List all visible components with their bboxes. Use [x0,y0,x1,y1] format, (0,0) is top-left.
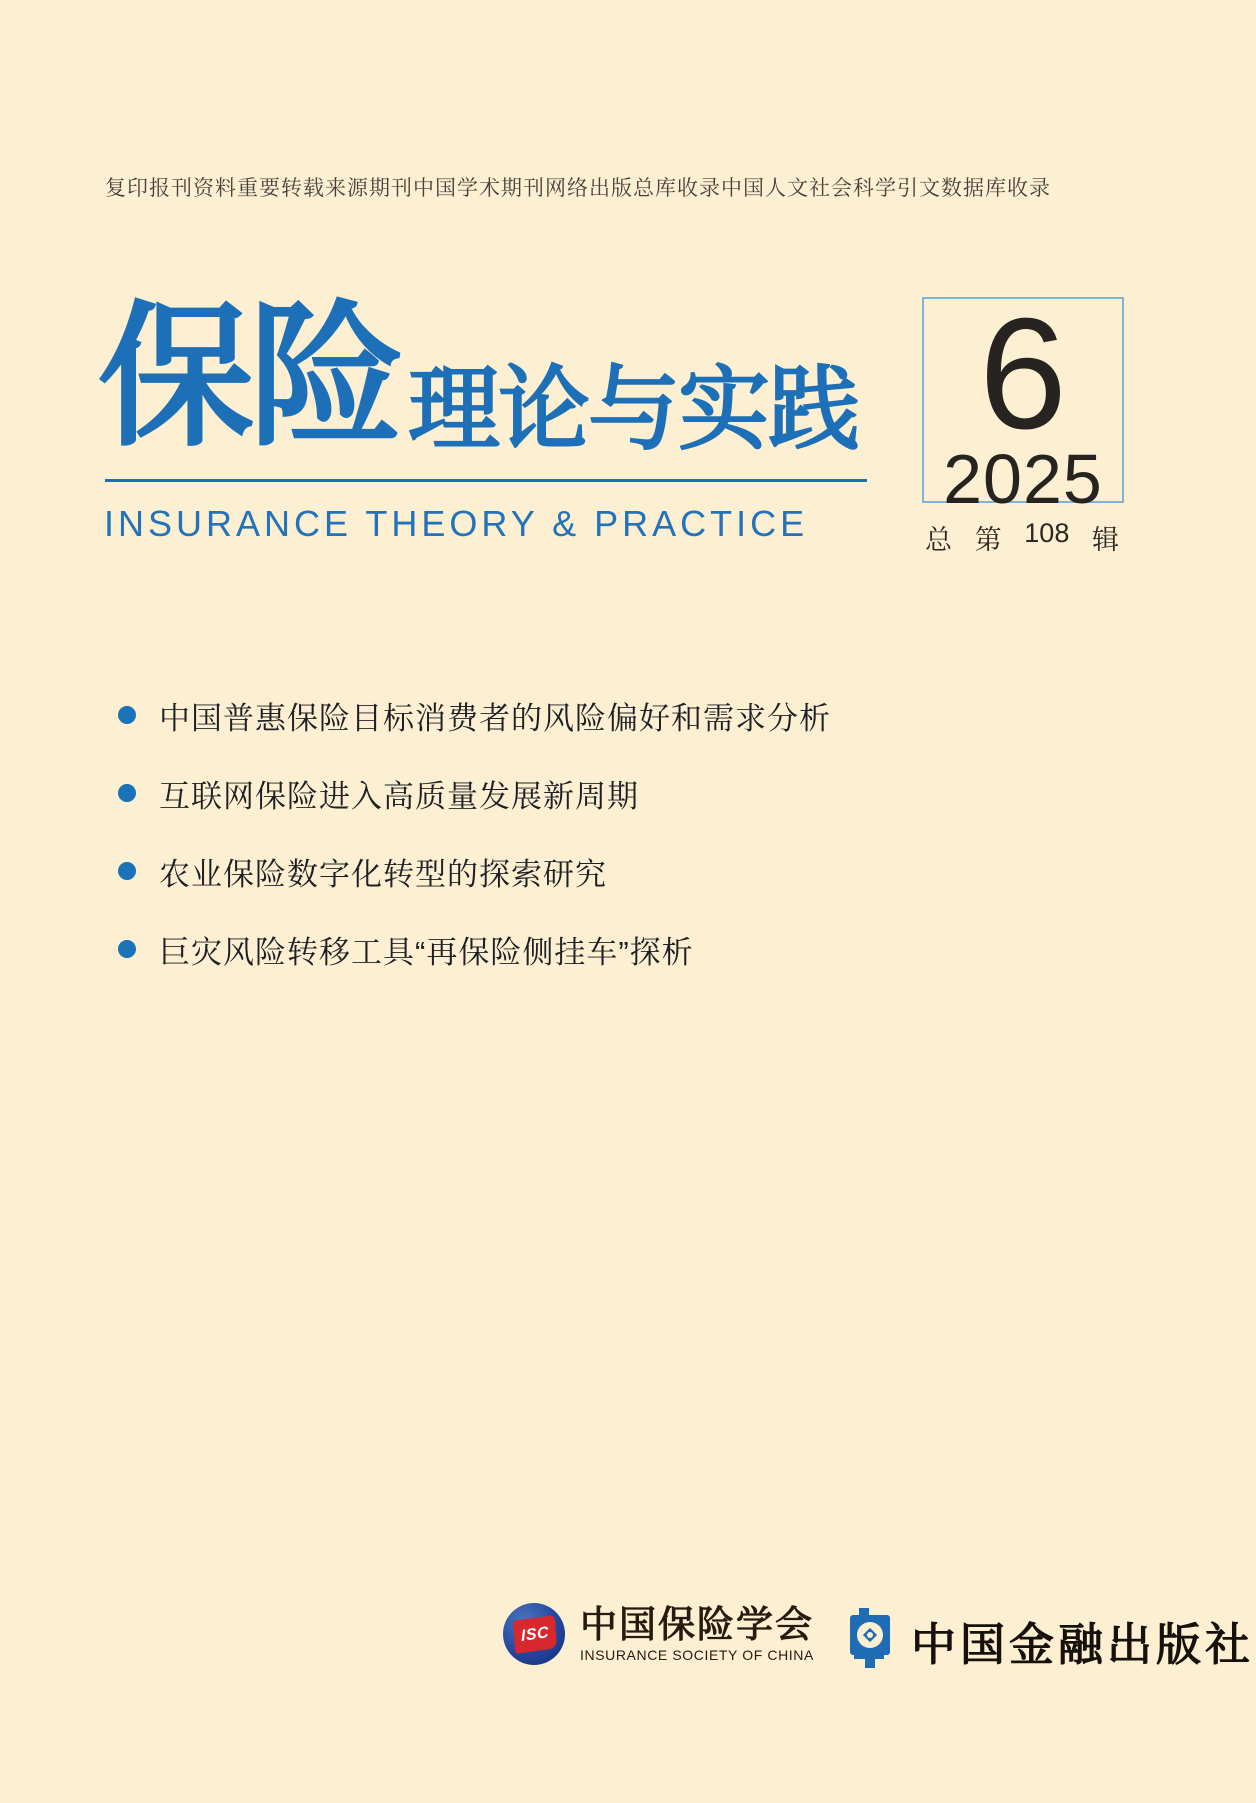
journal-title-en: INSURANCE THEORY & PRACTICE [104,503,809,544]
accolade-source-journal: 复印报刊资料重要转载来源期刊 [105,177,413,200]
society-name-cn: 中国保险学会 [580,1603,814,1645]
society-name-block [580,1603,814,1663]
accolades-banner [105,172,1051,202]
cumulative-word-total: 总 [925,525,952,555]
list-item [118,932,831,970]
cumulative-issue-label [925,518,1119,557]
journal-title-block [98,288,859,465]
accolade-cssci-index: 中国人文社会科学引文数据库收录 [721,177,1051,200]
bullet-dot-icon [118,862,136,880]
featured-articles-list [118,698,831,1010]
isc-ribbon-icon [513,1615,557,1654]
cumulative-number: 108 [1024,518,1070,548]
accolade-cnki-index: 中国学术期刊网络出版总库收录 [413,177,721,200]
journal-subtitle-cn: 理论与实践 [408,359,859,461]
title-divider-line [105,479,867,482]
isc-monogram: ISC [520,1623,550,1645]
publisher-book-coin-logo-icon [845,1606,897,1675]
bullet-dot-icon [118,940,136,958]
article-title: 农业保险数字化转型的探索研究 [159,856,607,892]
list-item [118,854,831,892]
isc-globe-logo-icon [503,1603,565,1665]
publisher-logo-group [845,1606,1254,1675]
bullet-dot-icon [118,784,136,802]
cumulative-word-volume: 辑 [1091,525,1119,555]
cumulative-word-no: 第 [974,525,1002,555]
bullet-dot-icon [118,706,136,724]
article-title: 巨灾风险转移工具“再保险侧挂车”探析 [159,934,694,970]
list-item [118,776,831,814]
issue-year: 2025 [943,440,1103,519]
list-item [118,698,831,736]
publisher-name-cn: 中国金融出版社 [911,1618,1255,1671]
article-title: 中国普惠保险目标消费者的风险偏好和需求分析 [159,700,831,736]
issue-box [922,286,1124,519]
insurance-society-logo-group [503,1603,814,1665]
society-name-en: INSURANCE SOCIETY OF CHINA [580,1646,814,1663]
article-title: 互联网保险进入高质量发展新周期 [159,778,639,814]
issue-number: 6 [979,286,1067,462]
journal-title-cn: 保险 [98,291,400,465]
